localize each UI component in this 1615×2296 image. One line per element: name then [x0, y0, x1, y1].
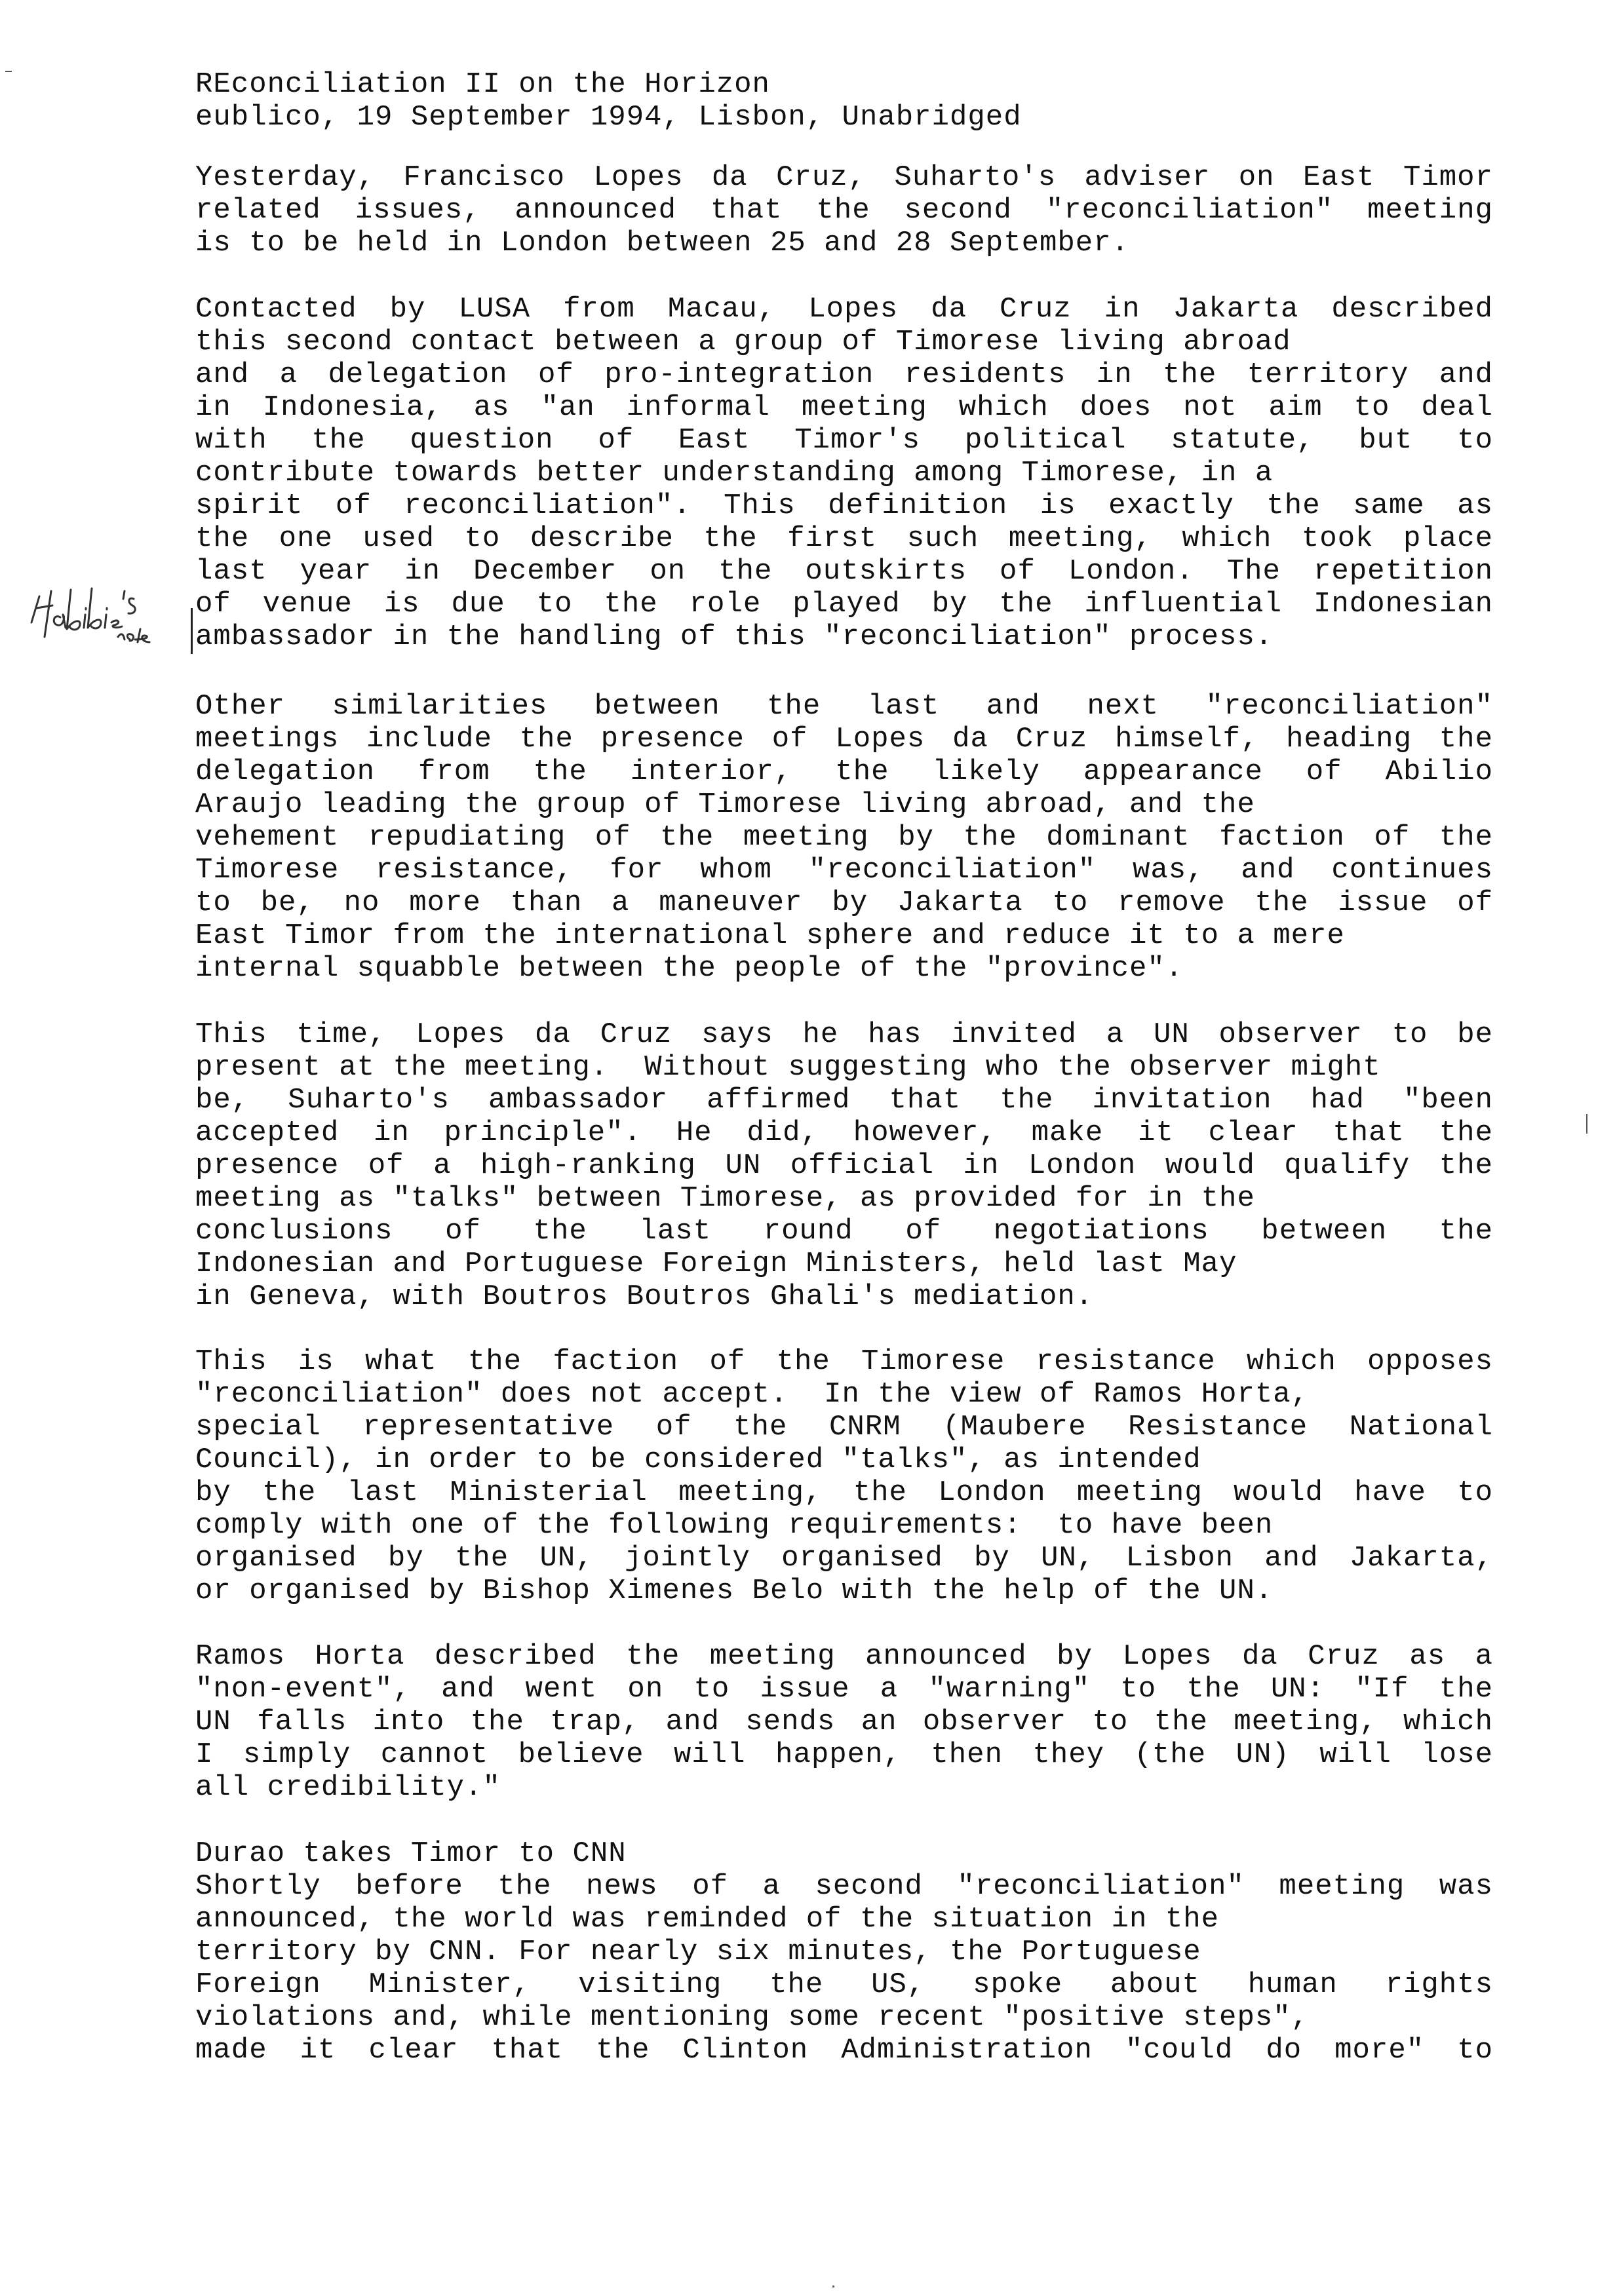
text-line: Contacted by LUSA from Macau, Lopes da Cruz in Jakarta described: [195, 293, 1493, 326]
paragraph-7: [195, 1837, 1493, 2067]
document-header: [195, 68, 1493, 134]
text-line: East Timor from the international sphere and reduce it to a mere: [195, 919, 1345, 952]
text-line: Yesterday, Francisco Lopes da Cruz, Suharto's adviser on East Timor: [195, 161, 1493, 194]
paragraph-3: [195, 690, 1493, 985]
handwritten-margin-note: [20, 577, 184, 662]
paragraph-4: [195, 1018, 1493, 1313]
text-line: Timorese resistance, for whom "reconciliation" was, and continues: [195, 854, 1493, 887]
text-line: in Geneva, with Boutros Boutros Ghali's mediation.: [195, 1280, 1094, 1313]
text-line: announced, the world was reminded of the situation in the: [195, 1903, 1220, 1936]
text-line: be, Suharto's ambassador affirmed that the invitation had "been: [195, 1084, 1493, 1117]
text-line: Ramos Horta described the meeting announced by Lopes da Cruz as a: [195, 1640, 1493, 1673]
text-line: spirit of reconciliation". This definition is exactly the same as: [195, 489, 1493, 522]
text-line: organised by the UN, jointly organised by UN, Lisbon and Jakarta,: [195, 1542, 1493, 1575]
text-line: in Indonesia, as "an informal meeting which does not aim to deal: [195, 391, 1493, 424]
text-line: to be, no more than a maneuver by Jakarta to remove the issue of: [195, 887, 1493, 919]
text-line: Other similarities between the last and next "reconciliation": [195, 690, 1493, 723]
text-line: with the question of East Timor's political statute, but to: [195, 424, 1493, 457]
text-line: made it clear that the Clinton Administration "could do more" to: [195, 2034, 1493, 2067]
text-line: is to be held in London between 25 and 28 September.: [195, 227, 1130, 259]
scan-artifact: [5, 71, 12, 72]
text-line: This is what the faction of the Timorese resistance which opposes: [195, 1345, 1493, 1378]
text-line: meeting as "talks" between Timorese, as provided for in the: [195, 1182, 1255, 1215]
text-line: and a delegation of pro-integration residents in the territory and: [195, 358, 1493, 391]
margin-bracket: [191, 608, 193, 654]
text-line: "non-event", and went on to issue a "warning" to the UN: "If the: [195, 1673, 1493, 1706]
scan-artifact: [1586, 1114, 1587, 1134]
text-line: violations and, while mentioning some recent "positive steps",: [195, 2001, 1310, 2034]
text-line: of venue is due to the role played by the influential Indonesian: [195, 588, 1493, 621]
text-line: "reconciliation" does not accept. In the view of Ramos Horta,: [195, 1378, 1310, 1411]
text-line: Indonesian and Portuguese Foreign Ministers, held last May: [195, 1248, 1237, 1280]
text-line: territory by CNN. For nearly six minutes, the Portuguese: [195, 1936, 1201, 1968]
text-line: special representative of the CNRM (Maubere Resistance National: [195, 1411, 1493, 1444]
text-line: UN falls into the trap, and sends an observer to the meeting, which: [195, 1706, 1493, 1738]
text-line: presence of a high-ranking UN official in London would qualify the: [195, 1149, 1493, 1182]
text-line: present at the meeting. Without suggesting who the observer might: [195, 1051, 1381, 1084]
paragraph-6: [195, 1640, 1493, 1804]
text-line: related issues, announced that the second "reconciliation" meeting: [195, 194, 1493, 227]
text-line: comply with one of the following requirements: to have been: [195, 1509, 1274, 1542]
text-line: accepted in principle". He did, however, make it clear that the: [195, 1117, 1493, 1149]
text-line: contribute towards better understanding among Timorese, in a: [195, 457, 1274, 489]
text-line: Foreign Minister, visiting the US, spoke about human rights: [195, 1968, 1493, 2001]
text-line: the one used to describe the first such meeting, which took place: [195, 522, 1493, 555]
section-heading: Durao takes Timor to CNN: [195, 1837, 627, 1870]
text-line: all credibility.": [195, 1771, 501, 1804]
text-line: ambassador in the handling of this "reconciliation" process.: [195, 621, 1274, 653]
document-title: REconciliation II on the Horizon: [195, 68, 770, 101]
paragraph-5: [195, 1345, 1493, 1607]
text-line: I simply cannot believe will happen, then they (the UN) will lose: [195, 1738, 1493, 1771]
text-line: Shortly before the news of a second "reconciliation" meeting was: [195, 1870, 1493, 1903]
text-line: meetings include the presence of Lopes da Cruz himself, heading the: [195, 723, 1493, 756]
text-line: vehement repudiating of the meeting by the dominant faction of the: [195, 821, 1493, 854]
text-line: conclusions of the last round of negotiations between the: [195, 1215, 1493, 1248]
text-line: this second contact between a group of Timorese living abroad: [195, 326, 1291, 358]
text-line: by the last Ministerial meeting, the London meeting would have to: [195, 1476, 1493, 1509]
text-line: or organised by Bishop Ximenes Belo with the help of the UN.: [195, 1575, 1274, 1607]
paragraph-1: [195, 161, 1493, 259]
text-line: last year in December on the outskirts of London. The repetition: [195, 555, 1493, 588]
text-line: This time, Lopes da Cruz says he has invited a UN observer to be: [195, 1018, 1493, 1051]
text-line: internal squabble between the people of the "province".: [195, 952, 1184, 985]
handwriting-icon: [20, 577, 184, 662]
text-line: Araujo leading the group of Timorese living abroad, and the: [195, 788, 1255, 821]
text-line: delegation from the interior, the likely appearance of Abilio: [195, 756, 1493, 788]
paragraph-2: [195, 293, 1493, 653]
text-line: Council), in order to be considered "talks", as intended: [195, 1444, 1201, 1476]
scan-artifact: [832, 2286, 834, 2287]
source-line: eublico, 19 September 1994, Lisbon, Unabridged: [195, 101, 1022, 134]
